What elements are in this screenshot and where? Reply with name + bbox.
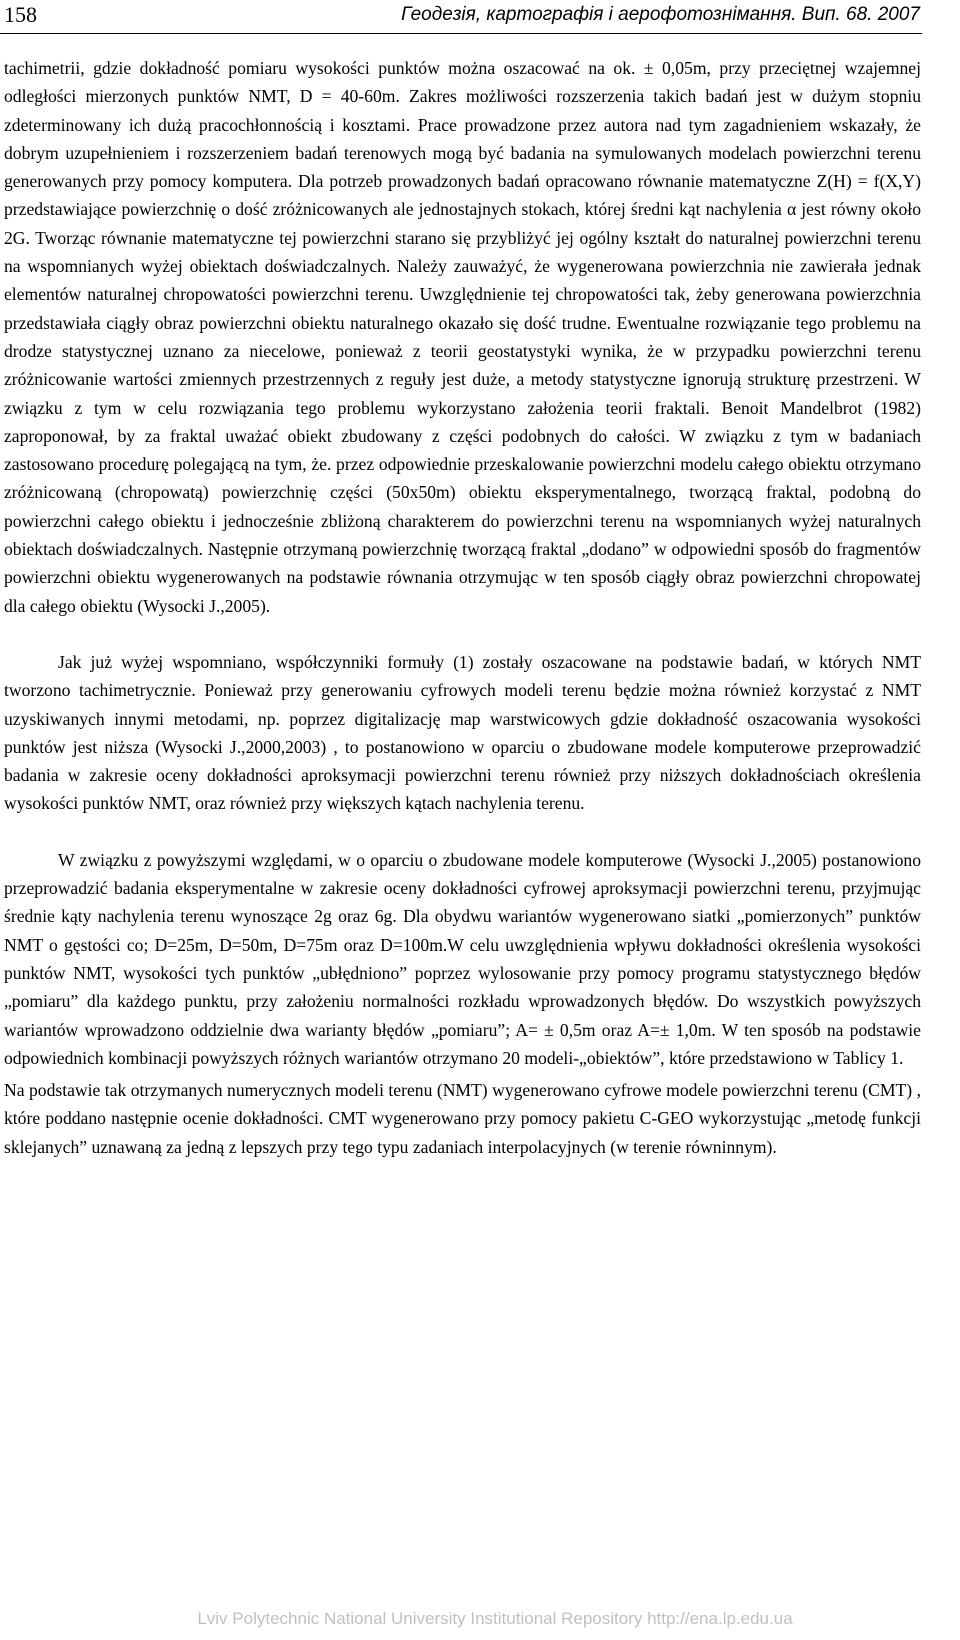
paragraph-1: tachimetrii, gdzie dokładność pomiaru wysokości punktów można oszacować na ok. ± 0,05m, przy przeciętnej wzajemnej odległości mierzonych punktów NMT, D = 40-60m. Zakres możliwości rozszerzenia takich badań jest w dużym stopniu zdeterminowany ich dużą pracochłonnością i kosztami. Prace prowadzone przez autora nad tym zagadnieniem wskazały, że dobrym uzupełnieniem i rozszerzeniem badań terenowych mogą być badania na symulowanych modelach powierzchni terenu generowanych przy pomocy komputera. Dla potrzeb prowadzonych badań opracowano równanie matematyczne Z(H) = f(X,Y) przedstawiające powierzchnię o dość zróżnicowanych ale jednostajnych stokach, której średni kąt nachylenia α jest równy około 2G. Tworząc równanie matematyczne tej powierzchni starano się przybliżyć jej ogólny kształt do naturalnej powierzchni terenu na wspomnianych wyżej obiektach doświadczalnych. Należy zauważyć, że wygenerowana powierzchnia nie zawierała jednak elementów naturalnej chropowatości powierzchni terenu. Uwzględnienie tej chropowatości tak, żeby generowana powierzchnia przedstawiała ciągły obraz powierzchni obiektu naturalnego okazało się dość trudne. Ewentualne rozwiązanie tego problemu na drodze statystycznej uznano za niecelowe, ponieważ z teorii geostatystyki wynika, że w przypadku powierzchni terenu zróżnicowanie wartości zmiennych przestrzennych z reguły jest duże, a metody statystyczne ignorują strukturę przestrzeni. W związku z tym w celu rozwiązania tego problemu wykorzystano założenia teorii fraktali. Benoit Mandelbrot (1982) zaproponował, by za fraktal uważać obiekt zbudowany z części podobnych do całości. W związku z tym w badaniach zastosowano procedurę polegającą na tym, że. przez odpowiednie przeskalowanie powierzchni modelu całego obiektu otrzymano zróżnicowaną (chropowatą) powierzchnię części (50x50m) obiektu eksperymentalnego, tworzącą fraktal, podobną do powierzchni całego obiektu i jednocześnie zbliżoną charakterem do powierzchni terenu na wspomnianych wyżej naturalnych obiektach doświadczalnych. Następnie otrzymaną powierzchnię tworzącą fraktal „dodano” w odpowiedni sposób do fragmentów powierzchni obiektu wygenerowanych na podstawie równania otrzymując w ten sposób ciągły obraz powierzchni chropowatej dla całego obiektu (Wysocki J.,2005). [4, 58, 921, 616]
paragraph-2: Jak już wyżej wspomniano, współczynniki formuły (1) zostały oszacowane na podstawie badań, w których NMT tworzono tachimetrycznie. Ponieważ przy generowaniu cyfrowych modeli terenu będzie można również korzystać z NMT uzyskiwanych innymi metodami, np. poprzez digitalizację map warstwicowych gdzie dokładność oszacowania wysokości punktów jest niższa (Wysocki J.,2000,2003) , to postanowiono w oparciu o zbudowane modele komputerowe przeprowadzić badania w zakresie oceny dokładności aproksymacji powierzchni terenu również przy niższych dokładnościach określenia wysokości punktów NMT, oraz również przy większych kątach nachylenia terenu. [4, 651, 921, 814]
page-header [0, 0, 960, 44]
paragraph-spacer [4, 818, 921, 846]
paragraph-spacer [4, 620, 921, 648]
paragraph-4: Na podstawie tak otrzymanych numerycznych modeli terenu (NMT) wygenerowano cyfrowe modele powierzchni terenu (CMT) , które poddano następnie ocenie dokładności. CMT wygenerowano przy pomocy pakietu C-GEO wykorzystując „metodę funkcji sklejanych” uznawaną za jedną z lepszych przy tego typu zadaniach interpolacyjnych (w terenie równinnym). [4, 1080, 921, 1157]
header-rule [0, 33, 922, 34]
repository-footer: Lviv Polytechnic National University Institutional Repository http://ena.lp.edu.ua [197, 1609, 793, 1628]
article-body [4, 54, 921, 1161]
running-title: Геодезія, картографія і аерофотознімання. Вип. 68. 2007 [401, 4, 920, 25]
page-number: 158 [4, 2, 37, 27]
paragraph-3: W związku z powyższymi względami, w o oparciu o zbudowane modele komputerowe (Wysocki J.,2005) postanowiono przeprowadzić badania eksperymentalne w zakresie oceny dokładności cyfrowej aproksymacji powierzchni terenu, przyjmując średnie kąty nachylenia terenu wynoszące 2g oraz 6g. Dla obydwu wariantów wygenerowano siatki „pomierzonych” punktów NMT o gęstości co; D=25m, D=50m, D=75m oraz D=100m.W celu uwzględnienia wpływu dokładności określenia wysokości punktów NMT, wysokości tych punktów „ubłędniono” poprzez wylosowanie przy pomocy programu statystycznego błędów „pomiaru” dla każdego punktu, przy założeniu normalności rozkładu wprowadzonych błędów. Do wszystkich powyższych wariantów wprowadzono oddzielnie dwa warianty błędów „pomiaru”; A= ± 0,5m oraz A=± 1,0m. W ten sposób na podstawie odpowiednich kombinacji powyższych różnych wariantów otrzymano 20 modeli-„obiektów”, które przedstawiono w Tablicy 1. [4, 849, 921, 1068]
